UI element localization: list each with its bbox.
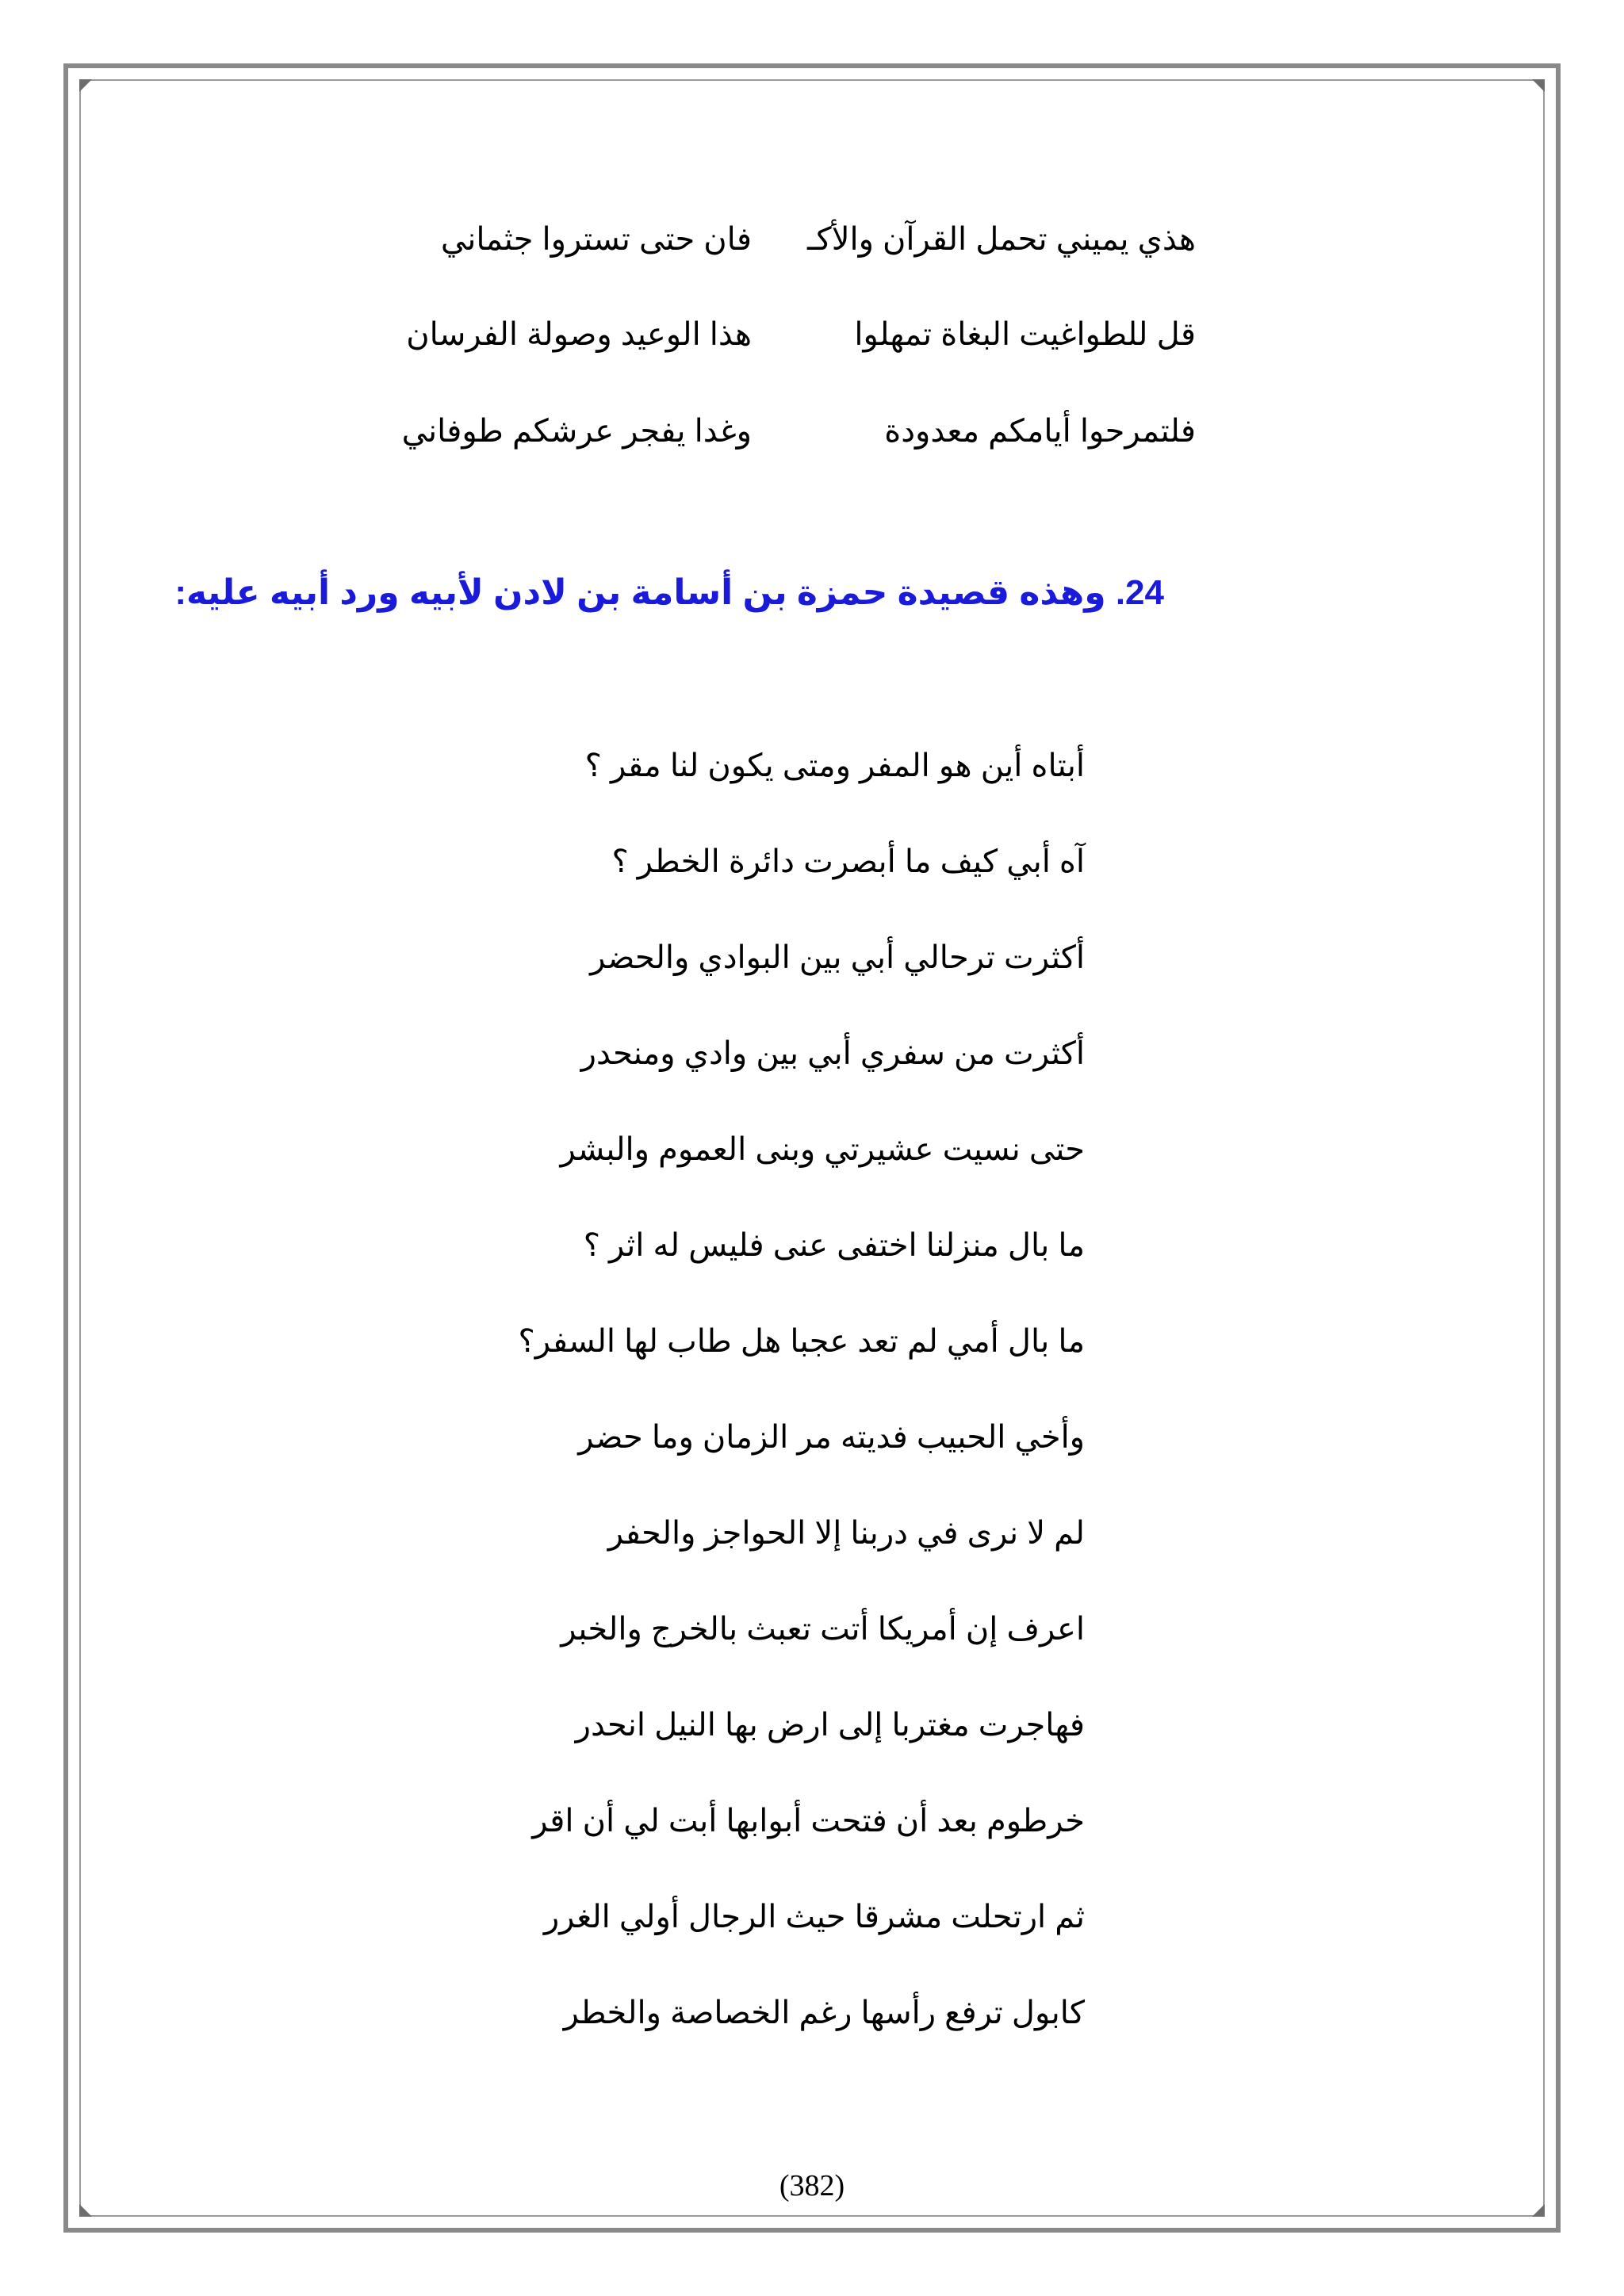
poem-line-2: آه أبي كيف ما أبصرت دائرة الخطر ؟ xyxy=(611,844,1085,879)
couplet-3-second-hemistich: وغدا يفجر عرشكم طوفاني xyxy=(401,414,752,449)
couplet-1-second-hemistich: فان حتى تستروا جثماني xyxy=(440,222,752,257)
poem-line-5: حتى نسيت عشيرتي وبنى العموم والبشر xyxy=(560,1132,1085,1167)
couplet-2-first-hemistich: قل للطواغيت البغاة تمهلوا xyxy=(854,317,1196,352)
couplet-2-second-hemistich: هذا الوعيد وصولة الفرسان xyxy=(406,317,752,352)
poem-line-9: لم لا نرى في دربنا إلا الحواجز والحفر xyxy=(607,1516,1085,1551)
section-heading: 24. وهذه قصيدة حمزة بن أسامة بن لادن لأبيه ورد أبيه عليه: xyxy=(174,573,1164,612)
poem-line-4: أكثرت من سفري أبي بين وادي ومنحدر xyxy=(580,1036,1085,1071)
couplet-3-first-hemistich: فلتمرحوا أيامكم معدودة xyxy=(884,414,1196,449)
corner-mark-top-left xyxy=(79,79,92,92)
poem-line-1: أبتاه أين هو المفر ومتى يكون لنا مقر ؟ xyxy=(584,748,1085,783)
poem-line-11: فهاجرت مغتربا إلى ارض بها النيل انحدر xyxy=(575,1708,1085,1743)
poem-line-13: ثم ارتحلت مشرقا حيث الرجال أولي الغرر xyxy=(543,1900,1085,1934)
corner-mark-bottom-left xyxy=(79,2204,92,2217)
poem-line-8: وأخي الحبيب فديته مر الزمان وما حضر xyxy=(578,1420,1085,1455)
poem-line-12: خرطوم بعد أن فتحت أبوابها أبت لي أن اقر xyxy=(532,1804,1085,1839)
poem-line-10: اعرف إن أمريكا أتت تعبث بالخرج والخبر xyxy=(561,1612,1085,1647)
poem-line-6: ما بال منزلنا اختفى عنى فليس له اثر ؟ xyxy=(583,1228,1085,1263)
poem-line-14: كابول ترفع رأسها رغم الخصاصة والخطر xyxy=(563,1996,1085,2030)
couplet-1-first-hemistich: هذي يميني تحمل القرآن والأكـ xyxy=(806,222,1196,257)
poem-line-3: أكثرت ترحالي أبي بين البوادي والحضر xyxy=(590,940,1085,975)
corner-mark-bottom-right xyxy=(1532,2204,1545,2217)
poem-line-7: ما بال أمي لم تعد عجبا هل طاب لها السفر؟ xyxy=(518,1324,1085,1359)
page-number: (382) xyxy=(779,2169,845,2202)
corner-mark-top-right xyxy=(1532,79,1545,92)
